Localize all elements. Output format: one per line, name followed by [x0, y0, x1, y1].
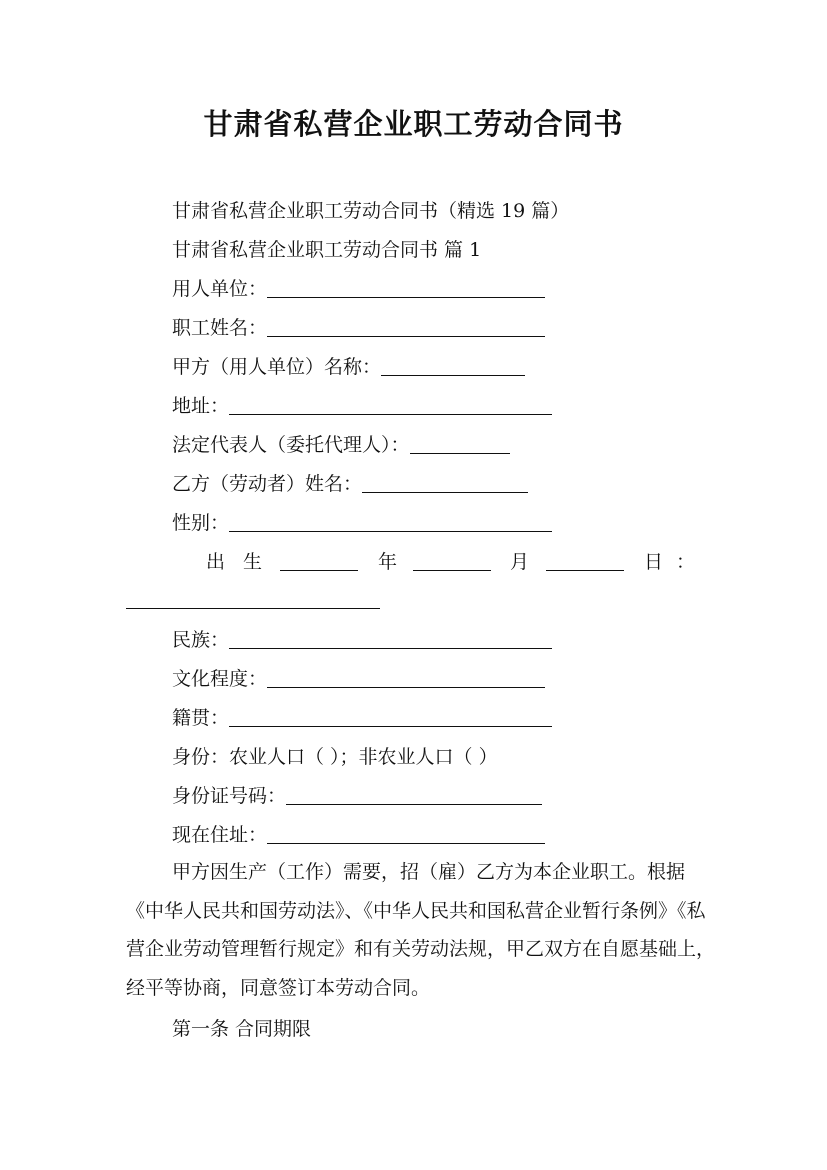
identity-field: 身份：农业人口（ ）；非农业人口（ ）	[172, 746, 498, 768]
gender-field	[172, 510, 552, 536]
birth-day-blank[interactable]	[546, 551, 624, 571]
birth-year-label: 年	[378, 551, 398, 573]
address-blank[interactable]	[229, 395, 552, 415]
birth-month-label: 月	[510, 551, 530, 573]
education-blank[interactable]	[267, 668, 545, 688]
subtitle: 甘肃省私营企业职工劳动合同书（精选 19 篇）	[172, 200, 570, 222]
employer-label: 用人单位：	[172, 278, 268, 300]
native-place-blank[interactable]	[229, 707, 552, 727]
party-b-name-field	[172, 471, 528, 497]
current-address-label: 现在住址：	[172, 824, 268, 846]
legal-rep-label: 法定代表人（委托代理人）：	[172, 434, 410, 456]
employer-field	[172, 276, 545, 302]
native-place-field	[172, 705, 552, 731]
education-field	[172, 666, 545, 692]
employee-name-field	[172, 315, 545, 341]
ethnicity-label: 民族：	[172, 629, 230, 651]
id-number-field	[172, 783, 542, 809]
gender-label: 性别：	[172, 512, 230, 534]
employee-name-blank[interactable]	[267, 317, 545, 337]
education-label: 文化程度：	[172, 668, 268, 690]
employee-name-label: 职工姓名：	[172, 317, 268, 339]
native-place-label: 籍贯：	[172, 707, 230, 729]
birth-colon: ：	[676, 551, 696, 573]
employer-blank[interactable]	[267, 278, 545, 298]
birth-year-blank[interactable]	[280, 551, 358, 571]
birth-day-label: 日	[644, 551, 664, 573]
current-address-field	[172, 822, 545, 848]
id-number-blank[interactable]	[286, 785, 542, 805]
party-a-name-blank[interactable]	[381, 356, 525, 376]
gender-blank[interactable]	[229, 512, 552, 532]
birth-date-field	[206, 549, 696, 575]
party-a-name-field	[172, 354, 525, 380]
party-a-name-label: 甲方（用人单位）名称：	[172, 356, 382, 378]
section-heading: 甘肃省私营企业职工劳动合同书 篇 1	[172, 239, 482, 261]
address-field	[172, 393, 552, 419]
body-paragraph	[126, 853, 716, 1007]
birth-date-blank[interactable]	[126, 592, 380, 609]
id-number-label: 身份证号码：	[172, 785, 287, 807]
ethnicity-blank[interactable]	[229, 629, 552, 649]
body-paragraph-text: 甲方因生产（工作）需要，招（雇）乙方为本企业职工。根据《中华人民共和国劳动法》、《中华人民共和国私营企业暂行条例》《私营企业劳动管理暂行规定》和有关劳动法规，甲乙双方在自愿基础上，经平等协商，同意签订本劳动合同。	[126, 861, 716, 999]
ethnicity-field	[172, 627, 552, 653]
article-1-heading: 第一条 合同期限	[172, 1018, 312, 1040]
birth-month-blank[interactable]	[413, 551, 491, 571]
birth-label-sheng: 生	[243, 551, 263, 573]
party-b-name-label: 乙方（劳动者）姓名：	[172, 473, 363, 495]
address-label: 地址：	[172, 395, 230, 417]
current-address-blank[interactable]	[267, 824, 545, 844]
birth-label-chu: 出	[206, 551, 226, 573]
legal-rep-blank[interactable]	[410, 434, 510, 454]
document-title: 甘肃省私营企业职工劳动合同书	[203, 107, 624, 141]
party-b-name-blank[interactable]	[362, 473, 528, 493]
legal-rep-field	[172, 432, 510, 458]
